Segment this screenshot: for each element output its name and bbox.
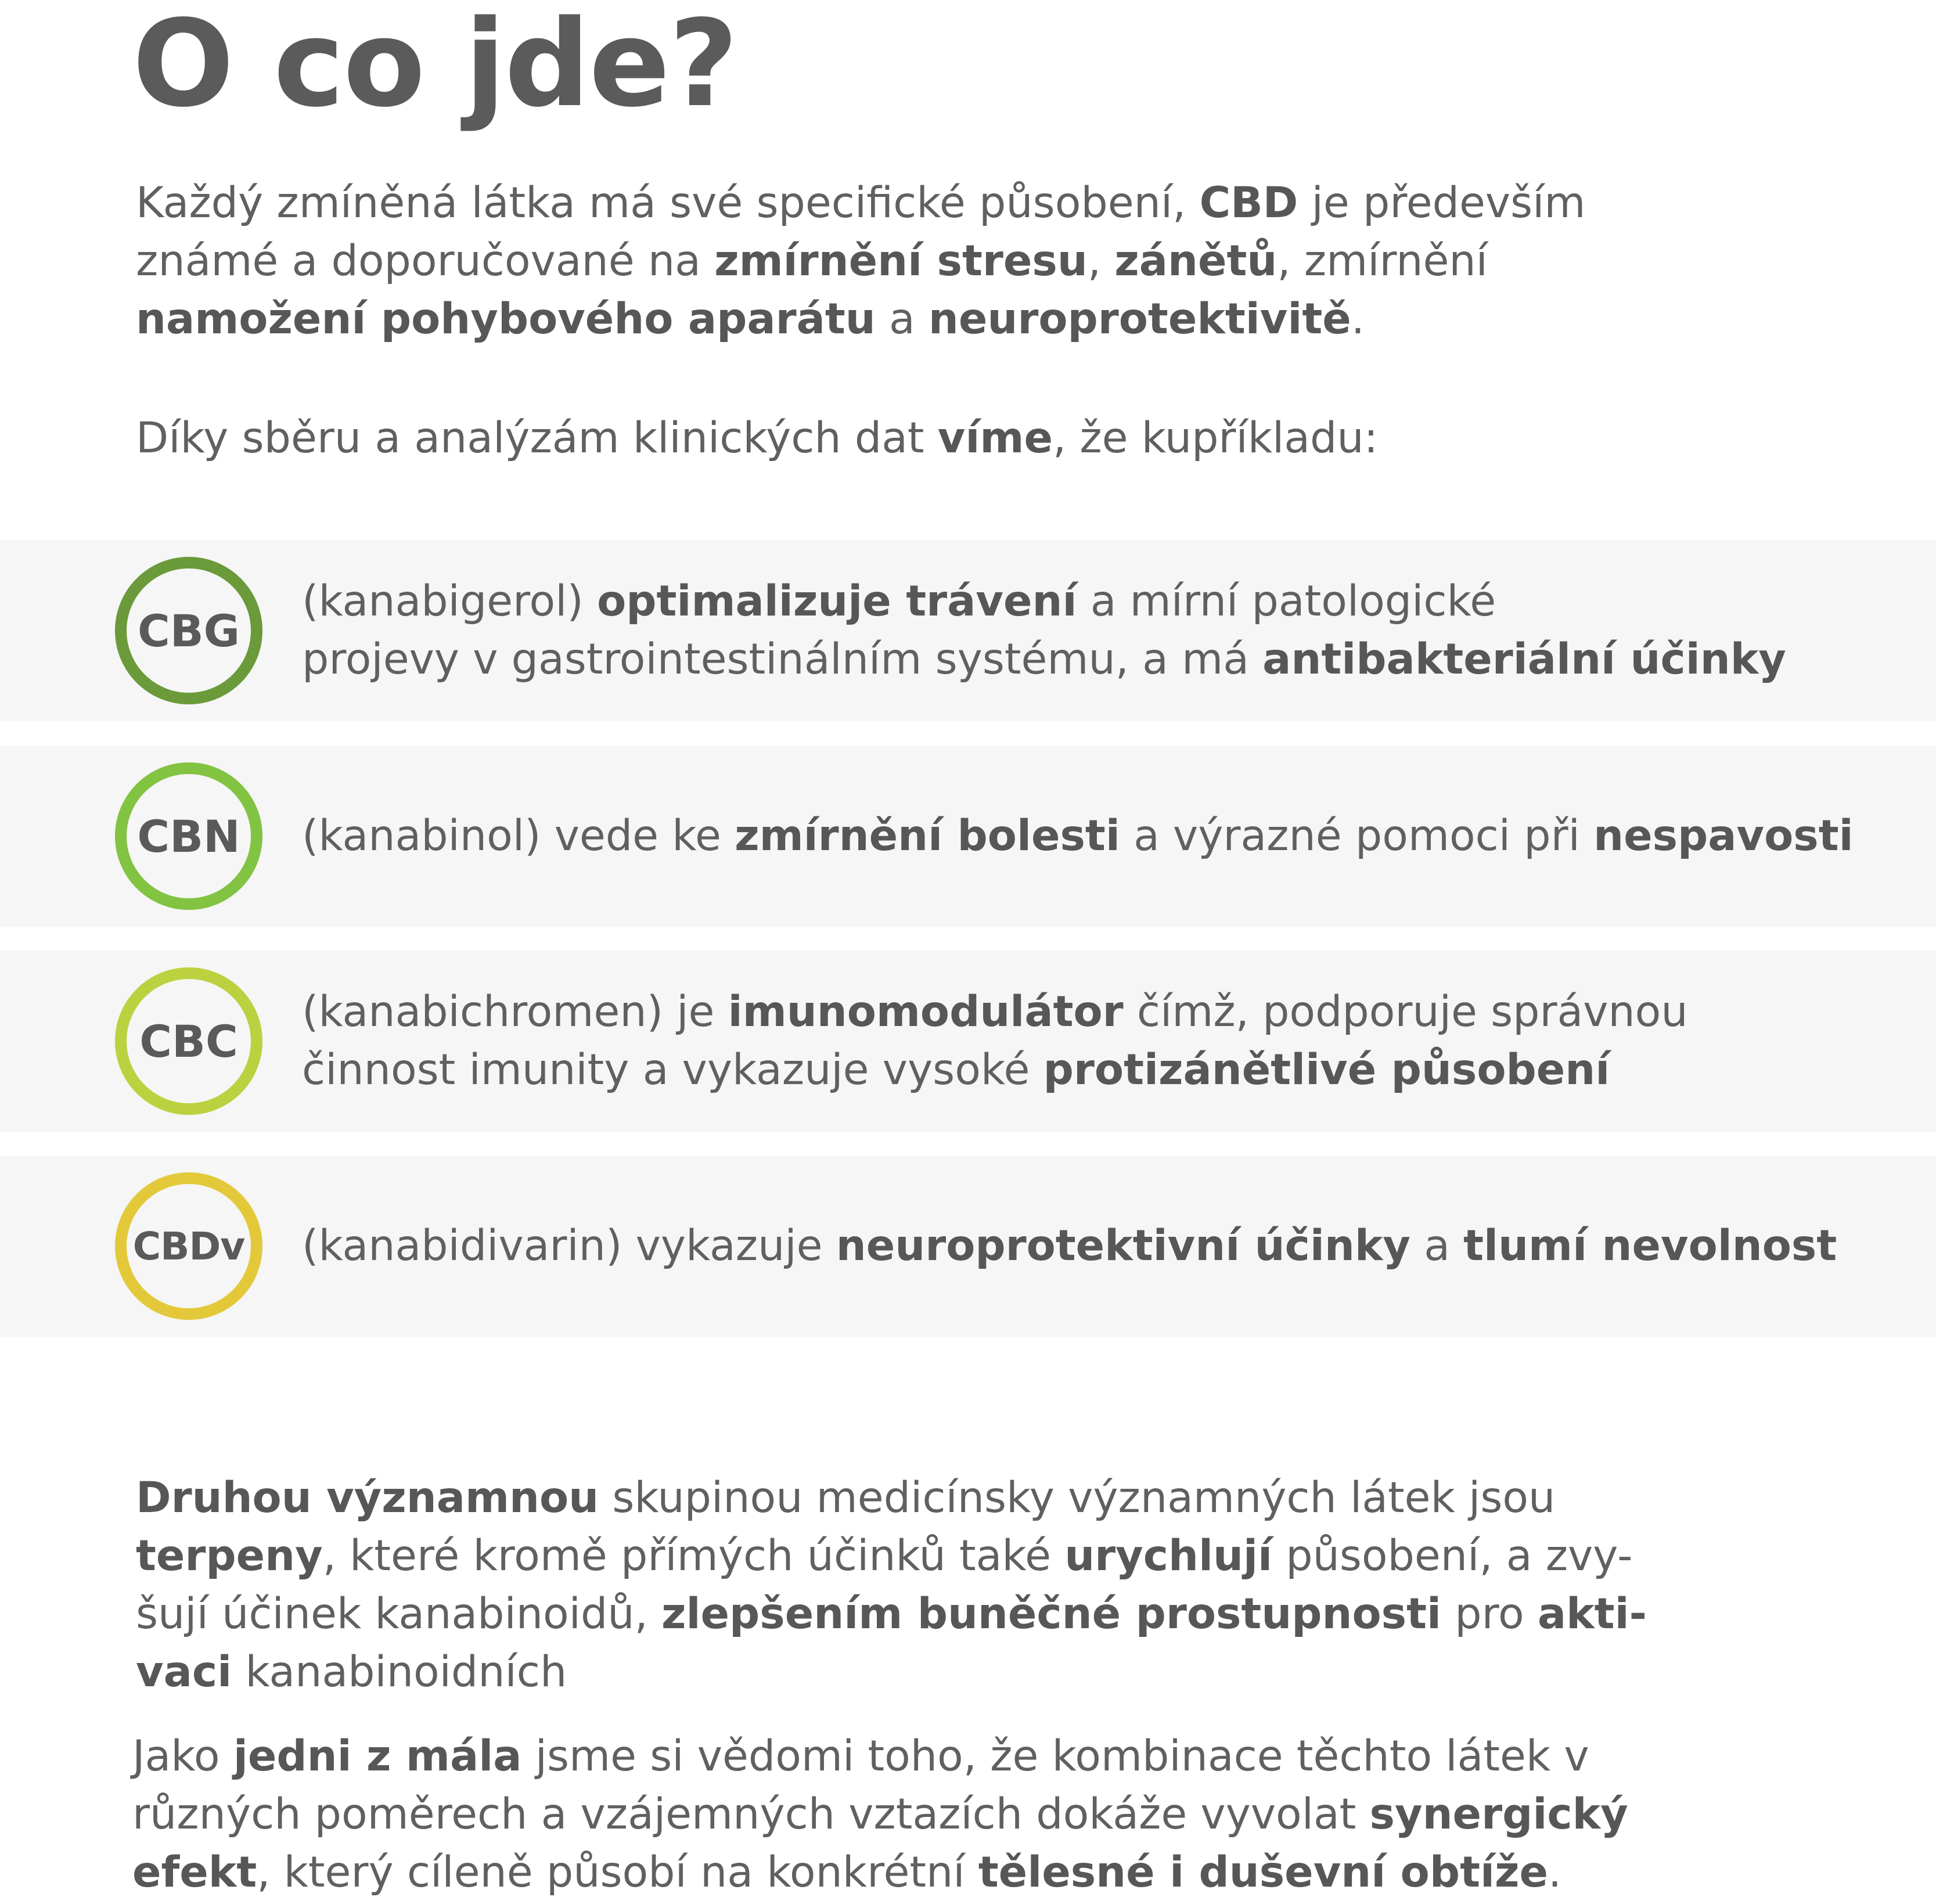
cbc-description: (kanabichromen) je imunomodulátor čímž, podporuje správnou činnost imunity a vykazuje vysoké protizánětlivé působení <box>302 987 1688 1095</box>
cbg-description: (kanabigerol) optimalizuje trávení a mírní patologické projevy v gastrointestinálním systému, a má antibakteriální účinky <box>302 577 1786 684</box>
facts-intro: Díky sběru a analýzám klinických dat víme, že kupříkladu: <box>136 413 1379 463</box>
cbn-badge: CBN <box>115 762 262 910</box>
cbdv-badge: CBDv <box>115 1172 262 1320</box>
page-title: O co jde? <box>132 0 737 134</box>
cbg-badge: CBG <box>115 557 262 704</box>
closing-paragraph: Jako jedni z mála jsme si vědomi toho, že kombinace těchto látek v různých poměrech a vzájemných vztazích dokáže vyvolat synergický efekt, který cíleně působí na konkrétní tělesné i duševní obtíže. <box>132 1732 1628 1897</box>
cannabinoid-row-cbdv <box>0 1156 1936 1337</box>
cannabinoid-row-cbc <box>0 951 1936 1132</box>
terpenes-paragraph: Druhou významnou skupinou medicínsky významných látek jsou terpeny, které kromě přímých účinků také urychlují působení, a zvy- šují účinek kanabinoidů, zlepšením buněčné prostupnosti pro akti- vaci kanabinoidních <box>136 1473 1647 1697</box>
cannabinoid-row-cbg <box>0 540 1936 721</box>
cannabinoid-row-cbn <box>0 746 1936 927</box>
cbn-description: (kanabinol) vede ke zmírnění bolesti a výrazné pomoci při nespavosti <box>302 811 1854 861</box>
cbdv-description: (kanabidivarin) vykazuje neuroprotektivní účinky a tlumí nevolnost <box>302 1221 1837 1270</box>
cbc-badge: CBC <box>115 967 262 1115</box>
intro-paragraph: Každý zmíněná látka má své specifické působení, CBD je především známé a doporučované na zmírnění stresu, zánětů, zmírnění namožení pohybového aparátu a neuroprotektivitě. <box>136 178 1586 344</box>
